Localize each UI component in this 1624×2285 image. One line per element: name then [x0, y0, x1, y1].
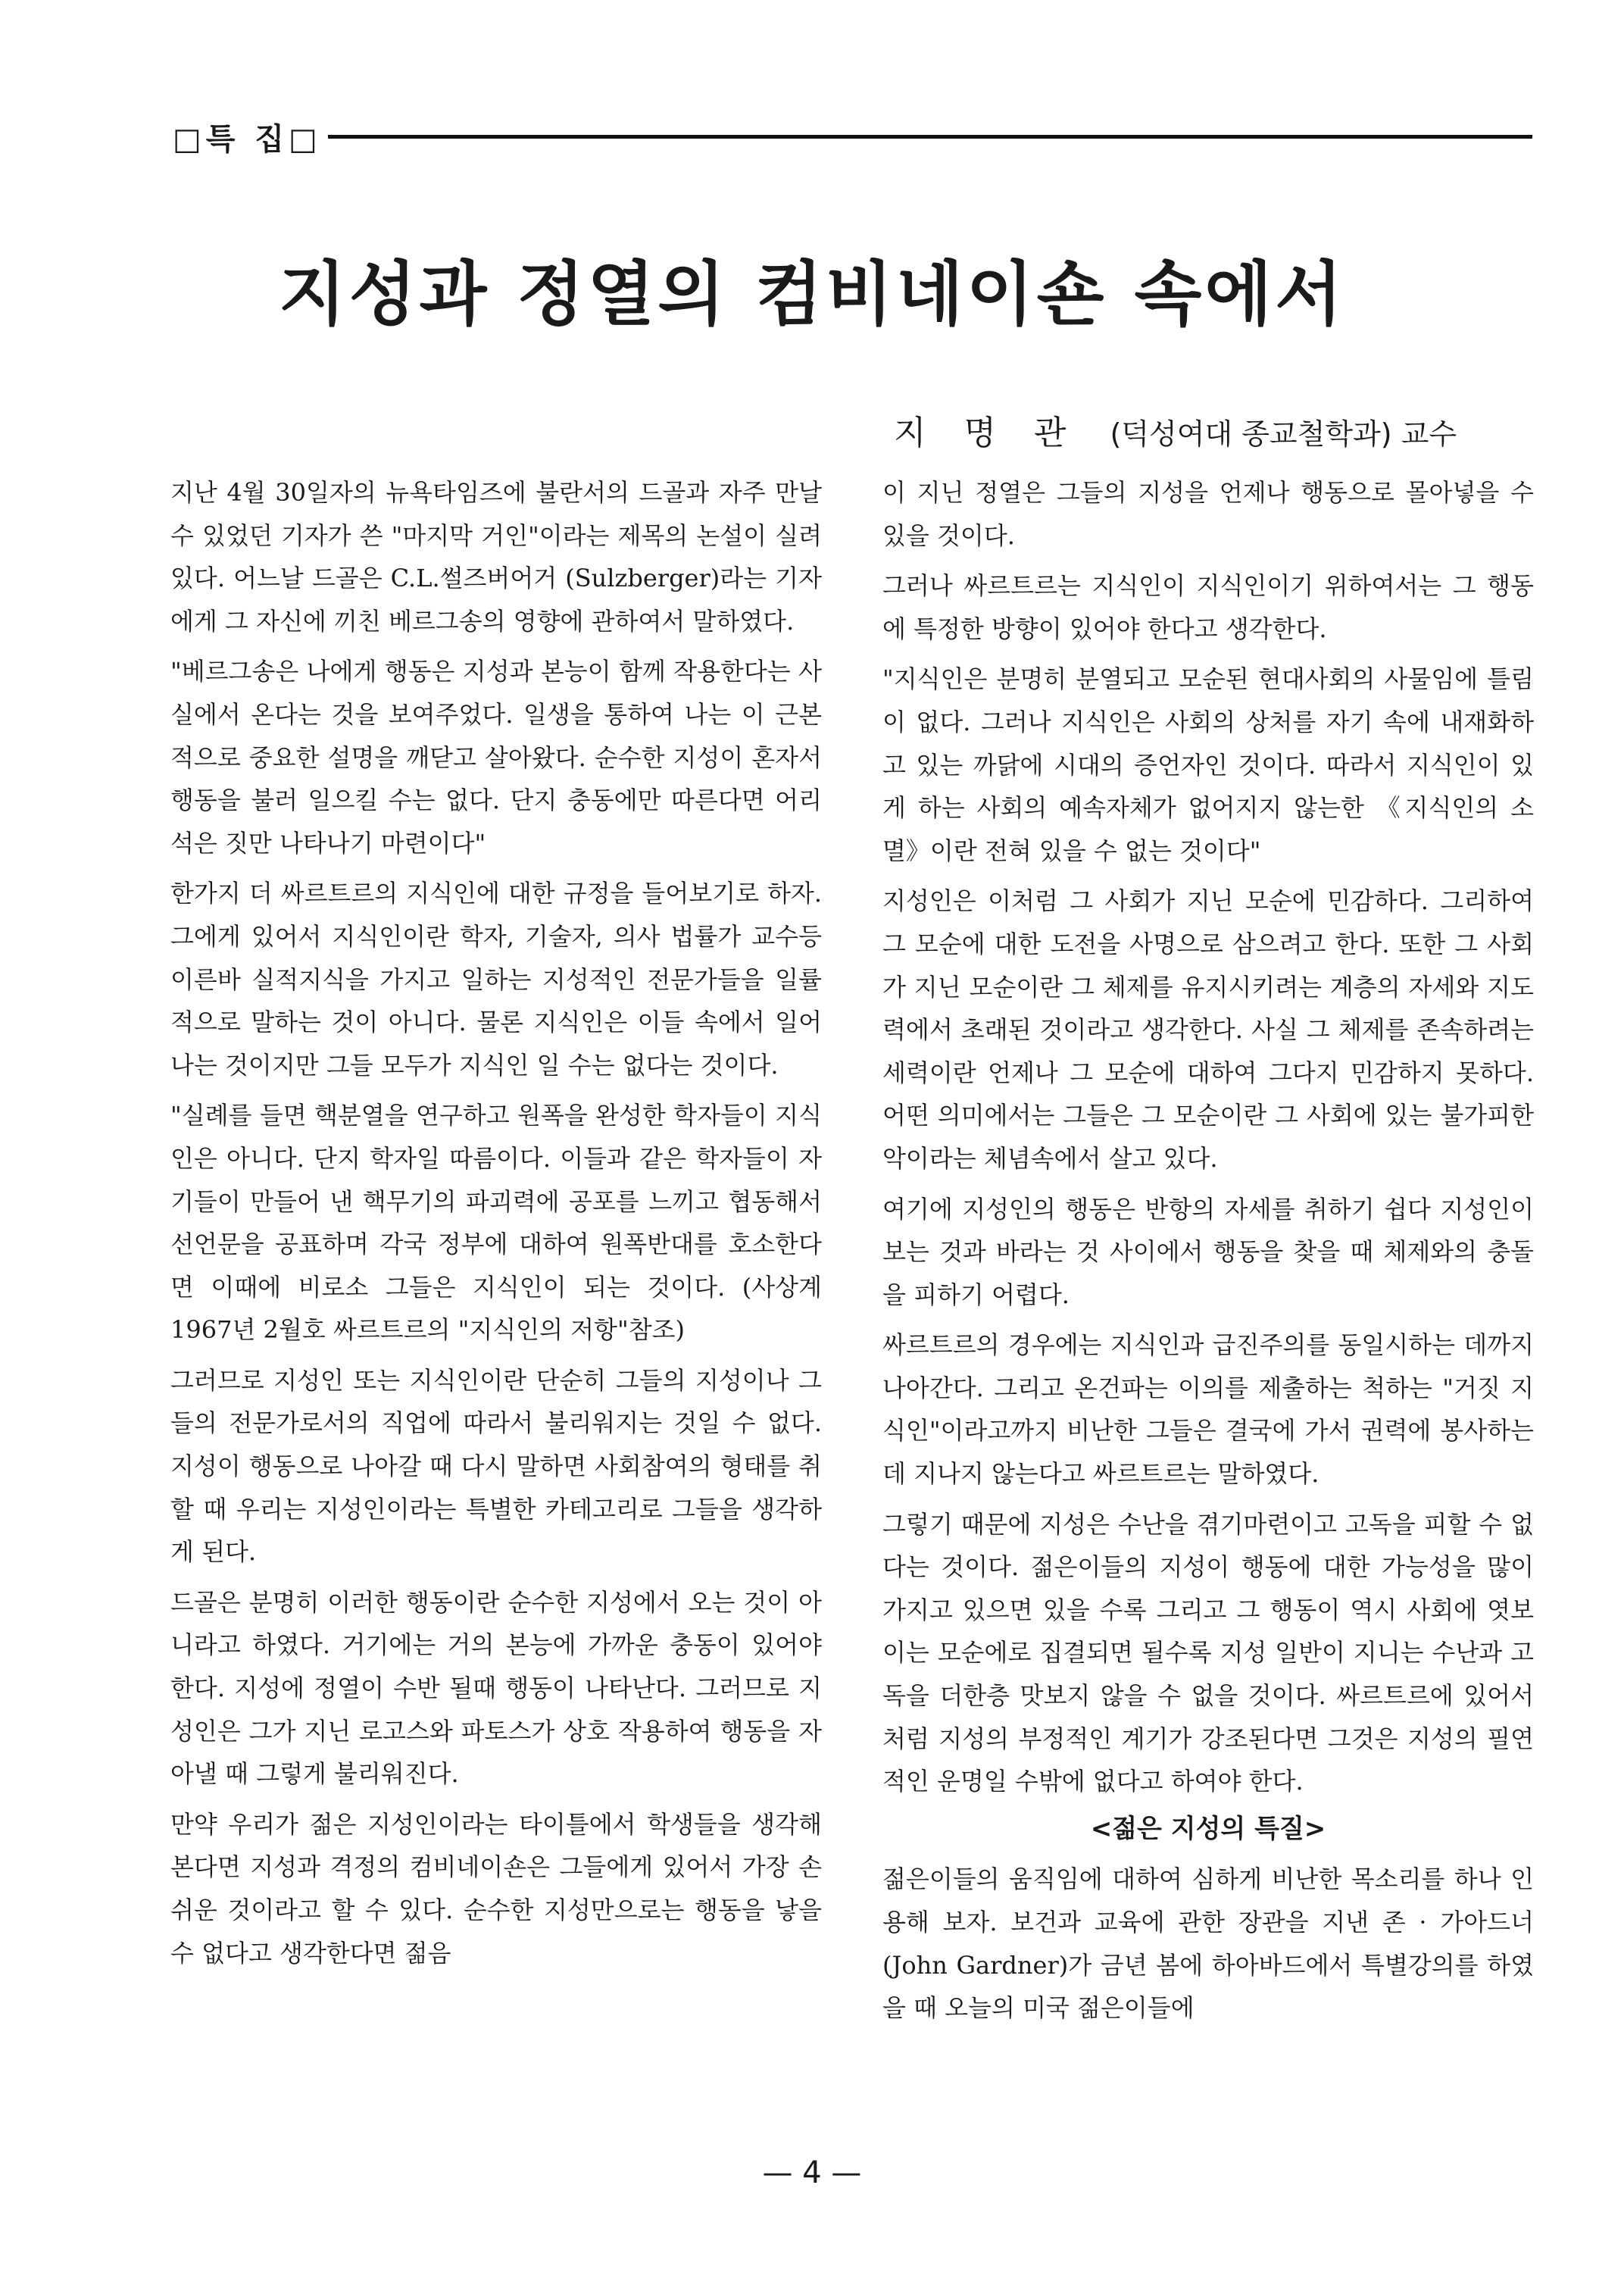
article-title: 지성과 정열의 컴비네이숀 속에서	[278, 254, 1346, 335]
paragraph: "베르그송은 나에게 행동은 지성과 본능이 함께 작용한다는 사실에서 온다는 것을 보여주었다. 일생을 통하여 나는 이 근본적으로 중요한 설명을 깨닫고 살아왔다. 순수한 지성이 혼자서 행동을 불러 일으킬 수는 없다. 단지 충동에만 따른다면 어리석은 짓만 나타나기 마련이다"	[170, 657, 822, 858]
paragraph: 지성인은 이처럼 그 사회가 지닌 모순에 민감하다. 그리하여 그 모순에 대한 도전을 사명으로 삼으려고 한다. 또한 그 사회가 지닌 모순이란 그 체제를 유지시키려는 계층의 자세와 지도력에서 초래된 것이라고 생각한다. 사실 그 체제를 존속하려는 세력이란 언제나 그 모순에 대하여 그다지 민감하지 못하다. 어떤 의미에서는 그들은 그 모순이란 그 사회에 있는 불가피한 악이라는 체념속에서 살고 있다.	[882, 886, 1534, 1173]
section-label: □특 집□	[173, 121, 322, 157]
section-header	[173, 114, 1532, 159]
right-column	[882, 471, 1534, 2030]
paragraph: 지난 4월 30일자의 뉴욕타임즈에 불란서의 드골과 자주 만날 수 있었던 기자가 쓴 "마지막 거인"이라는 제목의 논설이 실려 있다. 어느날 드골은 C.L.썰즈버어거 (Sulzberger)라는 기자에게 그 자신에 끼친 베르그송의 영향에 관하여서 말하였다.	[170, 478, 822, 636]
paragraph: 그러므로 지성인 또는 지식인이란 단순히 그들의 지성이나 그들의 전문가로서의 직업에 따라서 불리워지는 것일 수 없다. 지성이 행동으로 나아갈 때 다시 말하면 사회참여의 형태를 취할 때 우리는 지성인이라는 특별한 카테고리로 그들을 생각하게 된다.	[170, 1365, 822, 1567]
byline	[894, 405, 1545, 454]
paragraph: 그러나 싸르트르는 지식인이 지식인이기 위하여서는 그 행동에 특정한 방향이 있어야 한다고 생각한다.	[882, 571, 1534, 643]
paragraph: "실례를 들면 핵분열을 연구하고 원폭을 완성한 학자들이 지식인은 아니다. 단지 학자일 따름이다. 이들과 같은 학자들이 자기들이 만들어 낸 핵무기의 파괴력에 공포를 느끼고 협동해서 선언문을 공표하며 각국 정부에 대하여 원폭반대를 호소한다면 이때에 비로소 그들은 지식인이 되는 것이다. (사상계 1967년 2월호 싸르트르의 "지식인의 저항"참조)	[170, 1101, 822, 1345]
author-name: 지 명 관	[894, 414, 1080, 452]
header-rule	[328, 135, 1532, 139]
subheading: <젊은 지성의 특질>	[1090, 1813, 1326, 1844]
author-affiliation: (덕성여대 종교철학과) 교수	[1110, 417, 1457, 451]
paragraph: 만약 우리가 젊은 지성인이라는 타이틀에서 학생들을 생각해 본다면 지성과 격정의 컴비네이숀은 그들에게 있어서 가장 손쉬운 것이라고 할 수 있다. 순수한 지성만으로는 행동을 낳을 수 없다고 생각한다면 젊음	[170, 1809, 822, 1968]
left-column	[170, 471, 822, 1974]
paragraph: 그렇기 때문에 지성은 수난을 겪기마련이고 고독을 피할 수 없다는 것이다. 젊은이들의 지성이 행동에 대한 가능성을 많이 가지고 있으면 있을 수록 그리고 그 행동이 역시 사회에 엿보이는 모순에로 집결되면 될수록 지성 일반이 지니는 수난과 고독을 더한층 맛보지 않을 수 없을 것이다. 싸르트르에 있어서처럼 지성의 부정적인 계기가 강조된다면 그것은 지성의 필연적인 운명일 수밖에 없다고 하여야 한다.	[882, 1509, 1534, 1796]
paragraph: 이 지닌 정열은 그들의 지성을 언제나 행동으로 몰아넣을 수 있을 것이다.	[882, 478, 1534, 550]
paragraph: 싸르트르의 경우에는 지식인과 급진주의를 동일시하는 데까지 나아간다. 그리고 온건파는 이의를 제출하는 척하는 "거짓 지식인"이라고까지 비난한 그들은 결국에 가서 권력에 봉사하는 데 지나지 않는다고 싸르트르는 말하였다.	[882, 1330, 1534, 1489]
page-number: — 4 —	[762, 2155, 862, 2190]
paragraph: 드골은 분명히 이러한 행동이란 순수한 지성에서 오는 것이 아니라고 하였다. 거기에는 거의 본능에 가까운 충동이 있어야 한다. 지성에 정열이 수반 될때 행동이 나타난다. 그러므로 지성인은 그가 지닌 로고스와 파토스가 상호 작용하여 행동을 자아낼 때 그렇게 불리워진다.	[170, 1587, 822, 1789]
paragraph: 한가지 더 싸르트르의 지식인에 대한 규정을 들어보기로 하자. 그에게 있어서 지식인이란 학자, 기술자, 의사 법률가 교수등 이른바 실적지식을 가지고 일하는 지성적인 전문가들을 일률적으로 말하는 것이 아니다. 물론 지식인은 이들 속에서 일어나는 것이지만 그들 모두가 지식인 일 수는 없다는 것이다.	[170, 879, 822, 1080]
paragraph: 젊은이들의 움직임에 대하여 심하게 비난한 목소리를 하나 인용해 보자. 보건과 교육에 관한 장관을 지낸 존 · 가아드너(John Gardner)가 금년 봄에 하아바드에서 특별강의를 하였을 때 오늘의 미국 젊은이들에	[882, 1865, 1534, 2023]
paragraph: 여기에 지성인의 행동은 반항의 자세를 취하기 쉽다 지성인이 보는 것과 바라는 것 사이에서 행동을 찾을 때 체제와의 충돌을 피하기 어렵다.	[882, 1194, 1534, 1309]
paragraph: "지식인은 분명히 분열되고 모순된 현대사회의 사물임에 틀림이 없다. 그러나 지식인은 사회의 상처를 자기 속에 내재화하고 있는 까닭에 시대의 증언자인 것이다. 따라서 지식인이 있게 하는 사회의 예속자체가 없어지지 않는한 《지식인의 소멸》이란 전혀 있을 수 없는 것이다"	[882, 664, 1534, 865]
